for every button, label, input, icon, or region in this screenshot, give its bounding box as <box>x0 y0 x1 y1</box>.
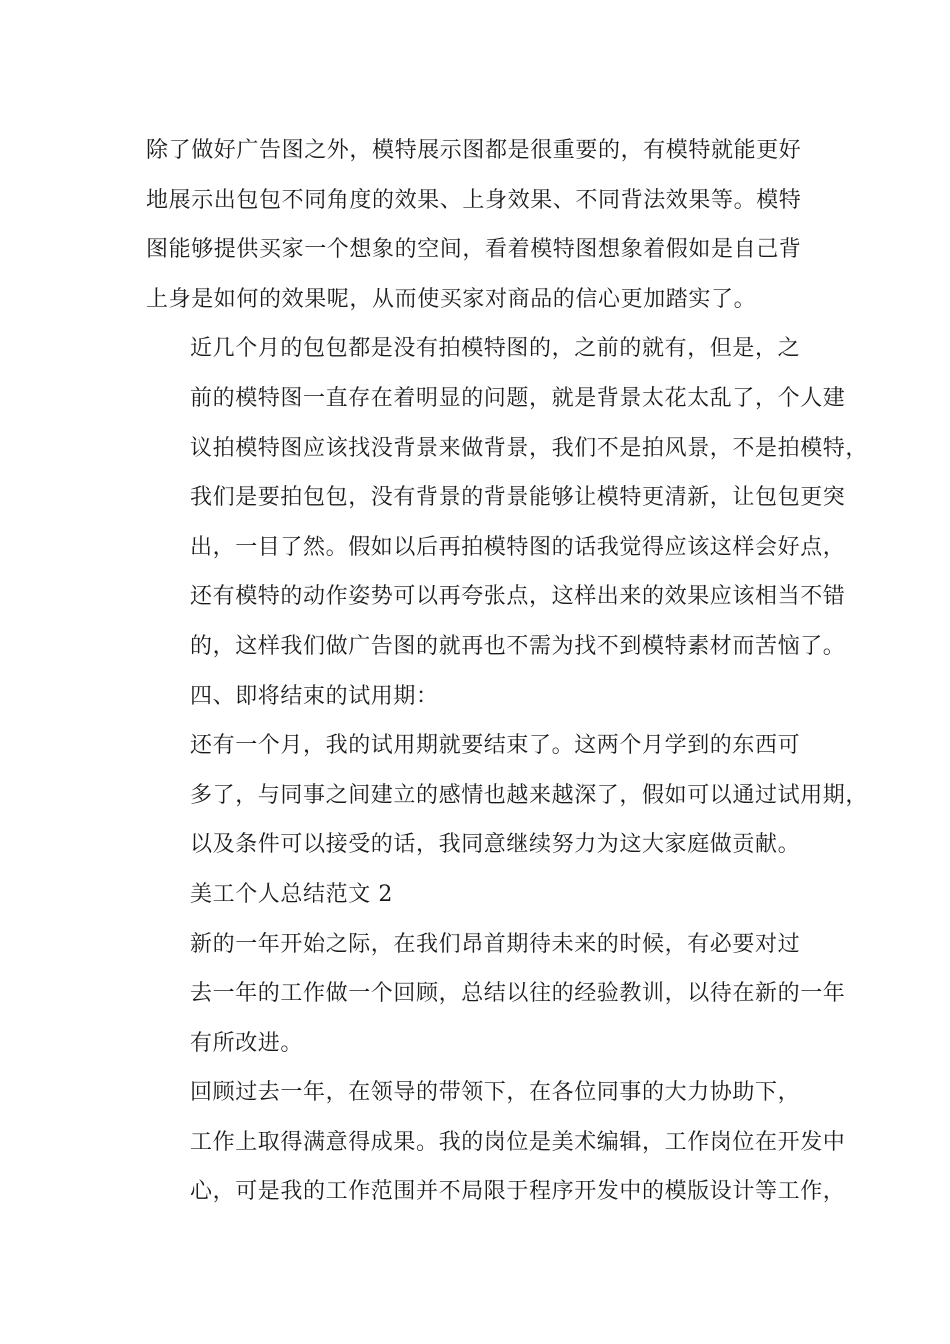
text-line: 去一年的工作做一个回顾，总结以往的经验教训，以待在新的一年 <box>190 981 846 1007</box>
text-line: 议拍模特图应该找没背景来做背景，我们不是拍风景，不是拍模特， <box>190 435 869 461</box>
paragraph-model-photos-importance <box>146 126 832 324</box>
text-line: 还有一个月，我的试用期就要结束了。这两个月学到的东西可 <box>190 733 801 759</box>
text-line: 美工个人总结范文 2 <box>190 881 393 907</box>
text-line: 前的模特图一直存在着明显的问题，就是背景太花太乱了，个人建 <box>190 385 846 411</box>
text-line: 我们是要拍包包，没有背景的背景能够让模特更清新，让包包更突 <box>190 485 846 511</box>
text-line: 还有模特的动作姿势可以再夸张点，这样出来的效果应该相当不错 <box>190 584 846 610</box>
text-line: 地展示出包包不同角度的效果、上身效果、不同背法效果等。模特 <box>146 187 802 213</box>
text-line: 有所改进。 <box>190 1030 304 1056</box>
section-title-sample-2 <box>146 870 832 920</box>
text-line: 回顾过去一年，在领导的带领下，在各位同事的大力协助下， <box>190 1080 801 1106</box>
text-line: 出，一目了然。假如以后再拍模特图的话我觉得应该这样会好点， <box>190 534 846 560</box>
text-line: 以及条件可以接受的话，我同意继续努力为这大家庭做贡献。 <box>190 832 801 858</box>
text-line: 除了做好广告图之外，模特展示图都是很重要的，有模特就能更好 <box>146 138 802 163</box>
text-line: 上身是如何的效果呢，从而使买家对商品的信心更加踏实了。 <box>146 286 757 312</box>
paragraph-new-year-review <box>146 920 846 1069</box>
paragraph-model-photo-background <box>146 324 869 671</box>
section-heading-probation <box>146 672 832 722</box>
text-line: 新的一年开始之际，在我们昂首期待未来的时候，有必要对过 <box>190 931 801 957</box>
text-line: 四、即将结束的试用期： <box>190 683 439 709</box>
paragraph-probation <box>146 721 869 870</box>
text-line: 近几个月的包包都是没有拍模特图的，之前的就有，但是，之 <box>190 336 801 362</box>
text-line: 工作上取得满意得成果。我的岗位是美术编辑，工作岗位在开发中 <box>190 1129 846 1155</box>
text-line: 心，可是我的工作范围并不局限于程序开发中的模版设计等工作， <box>190 1179 846 1205</box>
text-line: 的，这样我们做广告图的就再也不需为找不到模特素材而苦恼了。 <box>190 633 846 659</box>
text-line: 图能够提供买家一个想象的空间，看着模特图想象着假如是自己背 <box>146 237 802 263</box>
text-line: 多了，与同事之间建立的感情也越来越深了，假如可以通过试用期， <box>190 782 869 808</box>
document-page <box>146 126 869 1217</box>
paragraph-past-year <box>146 1068 846 1217</box>
